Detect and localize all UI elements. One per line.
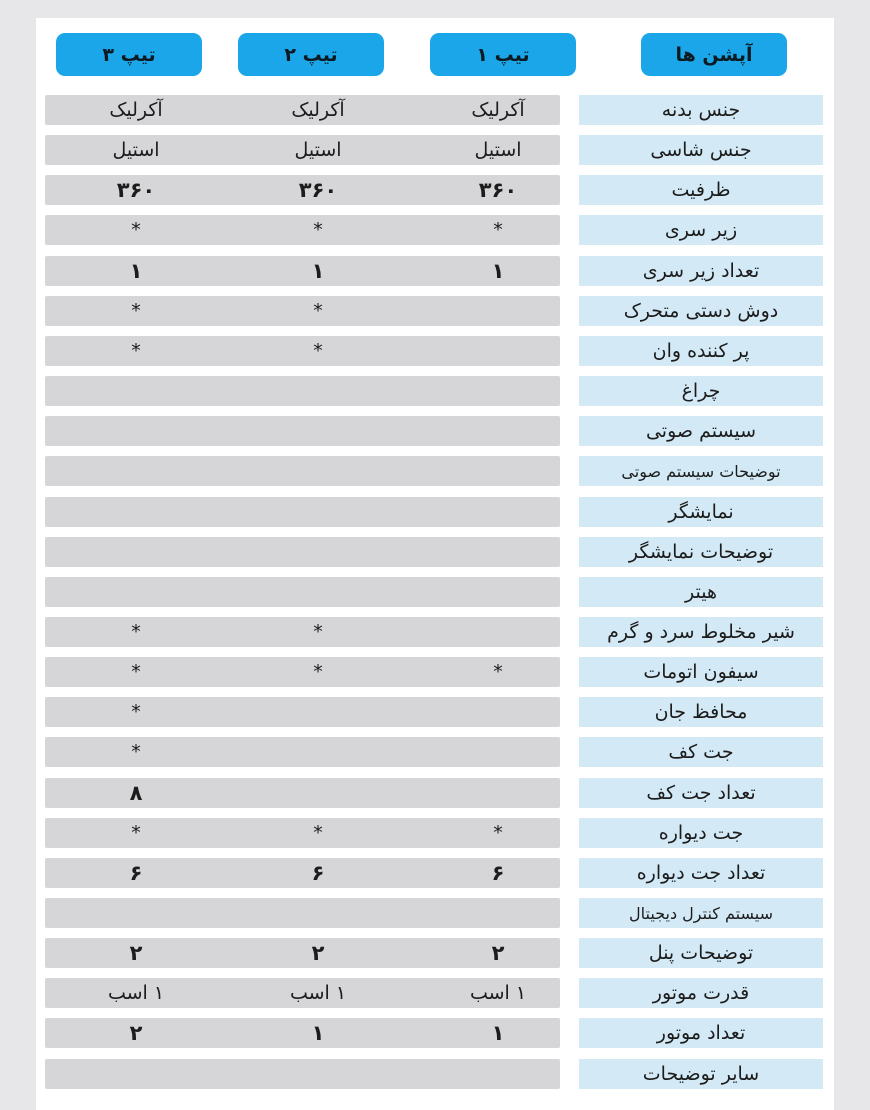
row-label: تعداد موتور [579,1018,823,1048]
cell-type-3 [76,497,196,527]
cell-type-2: ۱ [311,259,325,283]
cell-type-3: استیل [112,139,160,161]
row-label: سایر توضیحات [579,1059,823,1089]
row-label: تعداد جت دیواره [579,858,823,888]
cell-type-1 [438,537,558,567]
cell-type-1 [438,376,558,406]
cell-type-2 [258,898,378,928]
cell-type-1: * [493,822,503,844]
row-label: هیتر [579,577,823,607]
header-type-1: تیپ ۱ [430,33,576,76]
header-type-3: تیپ ۳ [56,33,202,76]
row-label: توضیحات پنل [579,938,823,968]
row-label: دوش دستی متحرک [579,296,823,326]
cell-type-1 [438,416,558,446]
cell-type-1 [438,617,558,647]
cell-type-2 [258,1059,378,1089]
cell-type-3: * [131,822,141,844]
row-label: پر کننده وان [579,336,823,366]
cell-type-2: ۱ [311,1021,325,1045]
cell-type-3: * [131,741,141,763]
cell-type-2 [258,697,378,727]
cell-type-1 [438,336,558,366]
cell-type-1 [438,898,558,928]
cell-type-3: ۱ اسب [107,982,165,1004]
cell-type-3: ۲ [129,1021,143,1045]
cell-type-2: ۲ [311,941,325,965]
cell-type-3: ۸ [129,781,143,805]
cell-type-2 [258,577,378,607]
cell-type-3: ۲ [129,941,143,965]
cell-type-3 [76,456,196,486]
cell-type-2: آکرلیک [291,99,345,121]
cell-type-2: * [313,300,323,322]
cell-type-2: * [313,661,323,683]
cell-type-3: * [131,300,141,322]
row-label: تعداد جت کف [579,778,823,808]
header-options: آپشن ها [641,33,787,76]
cell-type-3: * [131,219,141,241]
cell-type-2: ۳۶۰ [298,178,338,202]
row-label: جت دیواره [579,818,823,848]
cell-type-1: * [493,661,503,683]
cell-type-3 [76,376,196,406]
row-label: توضیحات نمایشگر [579,537,823,567]
row-label: سیفون اتومات [579,657,823,687]
cell-type-3: * [131,661,141,683]
row-label: جنس بدنه [579,95,823,125]
row-label: سیستم صوتی [579,416,823,446]
cell-type-3 [76,898,196,928]
cell-type-2: * [313,822,323,844]
cell-type-1: ۲ [491,941,505,965]
cell-type-1 [438,778,558,808]
cell-type-1: ۳۶۰ [478,178,518,202]
cell-type-3 [76,537,196,567]
row-label: محافظ جان [579,697,823,727]
cell-type-1: آکرلیک [471,99,525,121]
cell-type-2: * [313,340,323,362]
row-label: تعداد زیر سری [579,256,823,286]
row-label: چراغ [579,376,823,406]
cell-type-2: * [313,219,323,241]
cell-type-2 [258,778,378,808]
cell-type-2: ۶ [311,861,325,885]
cell-type-2 [258,376,378,406]
row-label: جت کف [579,737,823,767]
cell-type-3 [76,577,196,607]
cell-type-3 [76,416,196,446]
cell-type-1 [438,737,558,767]
row-label: شیر مخلوط سرد و گرم [579,617,823,647]
cell-type-1 [438,577,558,607]
cell-type-2 [258,416,378,446]
row-label: سیستم کنترل دیجیتال [579,898,823,928]
cell-type-3: ۳۶۰ [116,178,156,202]
cell-type-3: * [131,621,141,643]
cell-type-3: آکرلیک [109,99,163,121]
cell-type-1 [438,456,558,486]
row-label: زیر سری [579,215,823,245]
cell-type-2 [258,497,378,527]
cell-type-1 [438,296,558,326]
cell-type-2: ۱ اسب [289,982,347,1004]
row-label: نمایشگر [579,497,823,527]
cell-type-2: * [313,621,323,643]
header-type-2: تیپ ۲ [238,33,384,76]
cell-type-1 [438,1059,558,1089]
cell-type-3: ۶ [129,861,143,885]
cell-type-1 [438,497,558,527]
row-label: توضیحات سیستم صوتی [579,456,823,486]
cell-type-3: * [131,340,141,362]
row-label: جنس شاسی [579,135,823,165]
cell-type-1: استیل [474,139,522,161]
cell-type-1: ۱ [491,259,505,283]
cell-type-1 [438,697,558,727]
row-label: قدرت موتور [579,978,823,1008]
cell-type-1: ۱ [491,1021,505,1045]
cell-type-2: استیل [294,139,342,161]
cell-type-1: ۶ [491,861,505,885]
cell-type-2 [258,537,378,567]
cell-type-3 [76,1059,196,1089]
cell-type-1: ۱ اسب [469,982,527,1004]
cell-type-2 [258,737,378,767]
row-label: ظرفیت [579,175,823,205]
cell-type-2 [258,456,378,486]
cell-type-3: ۱ [129,259,143,283]
cell-type-3: * [131,701,141,723]
cell-type-1: * [493,219,503,241]
